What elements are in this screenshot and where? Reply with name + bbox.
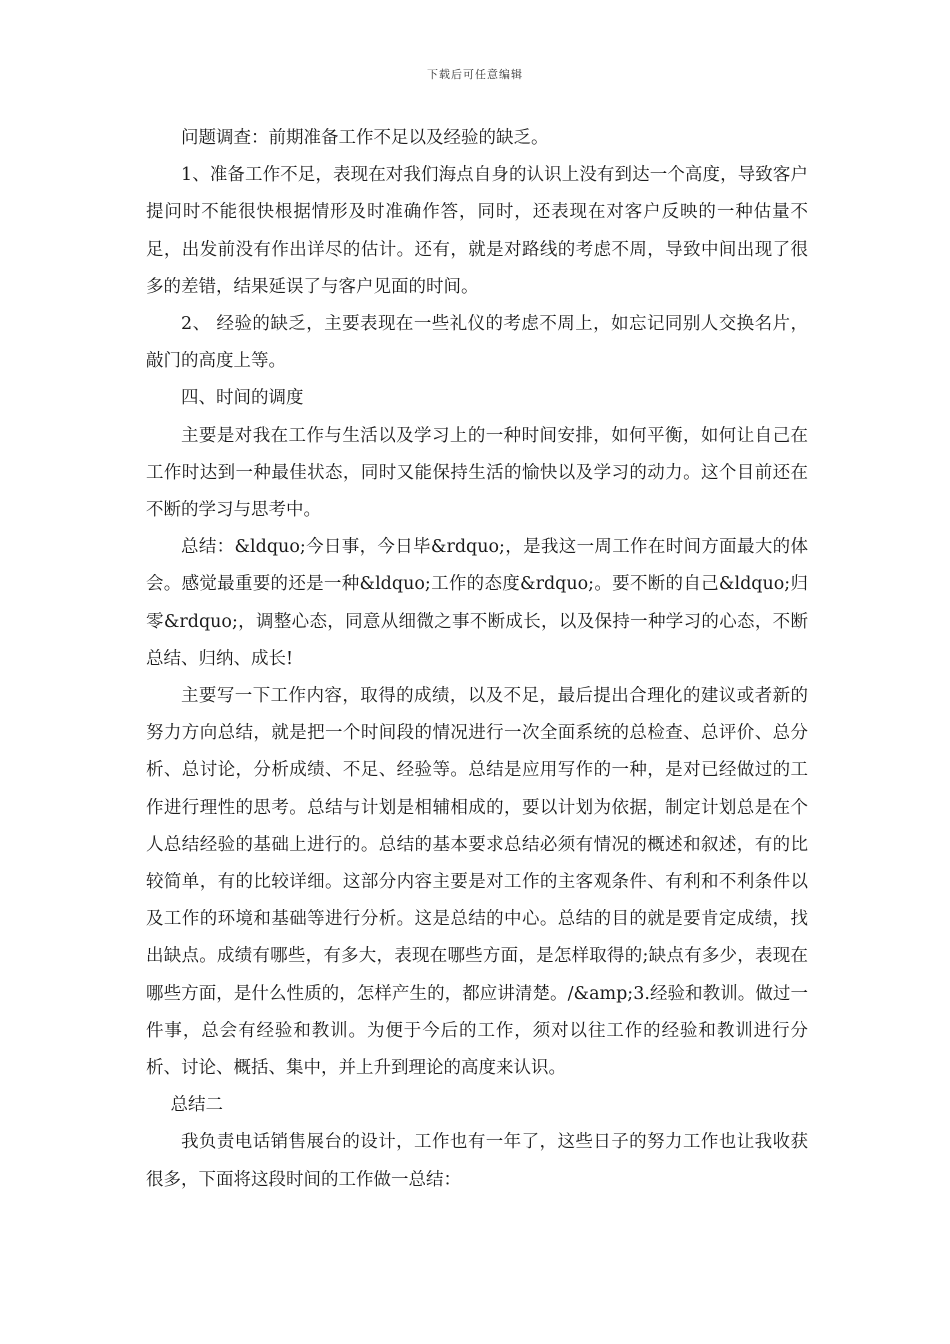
paragraph-summary: 总结：&ldquo;今日事，今日毕&rdquo;，是我这一周工作在时间方面最大的体会。感觉最重要的还是一种&ldquo;工作的态度&rdquo;。要不断的自己&ldquo;归零&rdquo;，调整心态，同意从细微之事不断成长，以及保持一种学习的心态，不断总结、归纳、成长! xyxy=(146,537,808,669)
paragraph-experience: 2、 经验的缺乏，主要表现在一些礼仪的考虑不周上，如忘记同别人交换名片，敲门的高度上等。 xyxy=(146,314,808,372)
section-heading-summary-two: 总结二 xyxy=(170,1095,223,1116)
paragraph-preparation: 1、准备工作不足，表现在对我们海点自身的认识上没有到达一个高度，导致客户提问时不能很快根据情形及时准确作答，同时，还表现在对客户反映的一种估量不足，出发前没有作出详尽的估计。还有，就是对路线的考虑不周，导致中间出现了很多的差错，结果延误了与客户见面的时间。 xyxy=(146,165,808,297)
paragraph-summary-two-intro: 我负责电话销售展台的设计，工作也有一年了，这些日子的努力工作也让我收获很多，下面将这段时间的工作做一总结： xyxy=(146,1132,808,1190)
document-body xyxy=(146,120,808,1199)
paragraph-summary-guidance: 主要写一下工作内容，取得的成绩，以及不足，最后提出合理化的建议或者新的努力方向总结，就是把一个时间段的情况进行一次全面系统的总检查、总评价、总分析、总讨论，分析成绩、不足、经验等。总结是应用写作的一种，是对已经做过的工作进行理性的思考。总结与计划是相辅相成的，要以计划为依据，制定计划总是在个人总结经验的基础上进行的。总结的基本要求总结必须有情况的概述和叙述，有的比较简单，有的比较详细。这部分内容主要是对工作的主客观条件、有利和不利条件以及工作的环境和基础等进行分析。这是总结的中心。总结的目的就是要肯定成绩，找出缺点。成绩有哪些，有多大，表现在哪些方面，是怎样取得的;缺点有多少，表现在哪些方面，是什么性质的，怎样产生的，都应讲清楚。/&amp;3.经验和教训。做过一件事，总会有经验和教训。为便于今后的工作，须对以往工作的经验和教训进行分析、讨论、概括、集中，并上升到理论的高度来认识。 xyxy=(146,686,808,1079)
page-header: 下载后可任意编辑 xyxy=(427,68,523,81)
paragraph-problem-survey: 问题调查：前期准备工作不足以及经验的缺乏。 xyxy=(181,128,549,148)
section-heading-time: 四、时间的调度 xyxy=(181,388,304,409)
paragraph-time-arrangement: 主要是对我在工作与生活以及学习上的一种时间安排，如何平衡，如何让自己在工作时达到一种最佳状态，同时又能保持生活的愉快以及学习的动力。这个目前还在不断的学习与思考中。 xyxy=(146,425,808,521)
